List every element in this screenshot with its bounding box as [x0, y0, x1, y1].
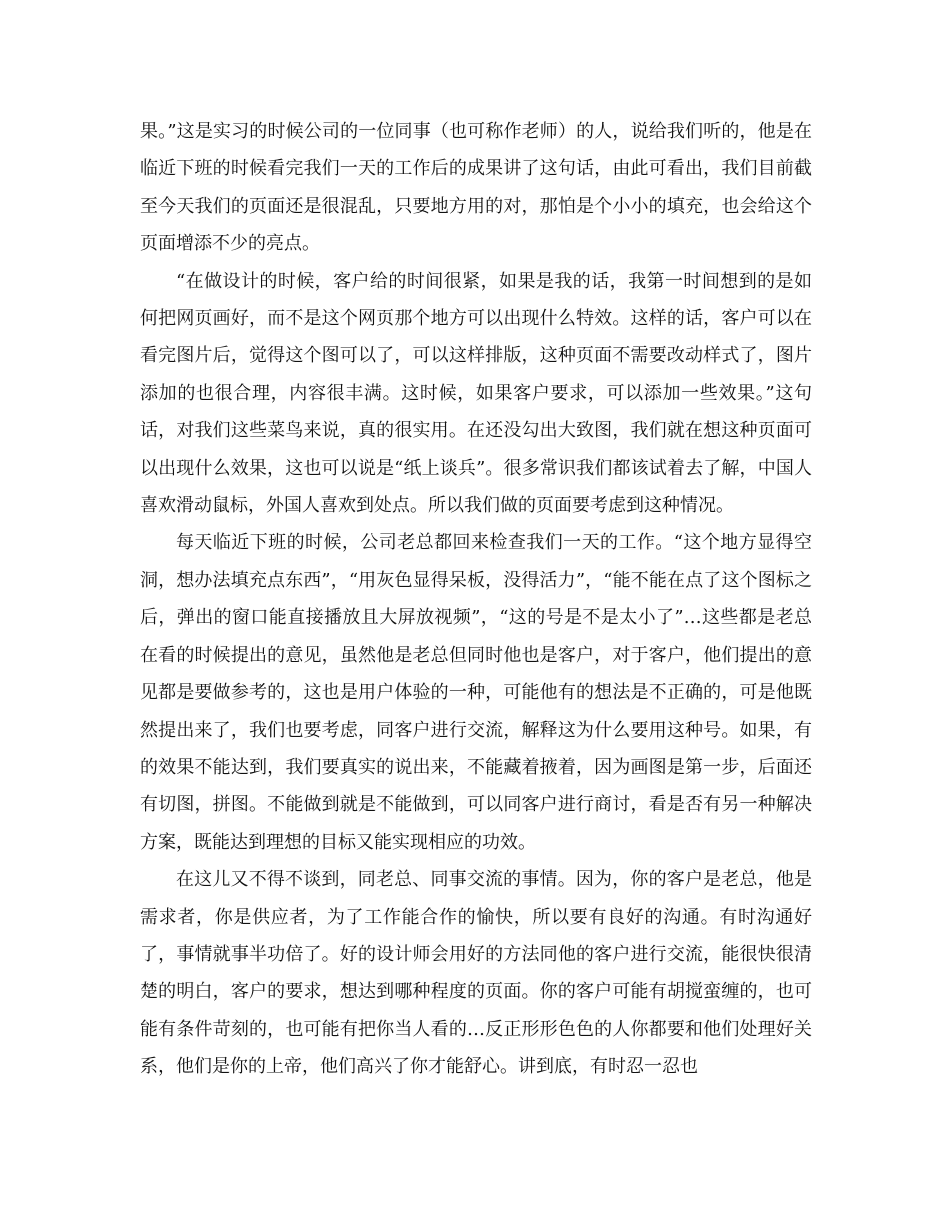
paragraph-2: “在做设计的时候，客户给的时间很紧，如果是我的话，我第一时间想到的是如何把网页画好，而不是这个网页那个地方可以出现什么特效。这样的话，客户可以在看完图片后，觉得这个图可以了，可以这样排版，这种页面不需要改动样式了，图片添加的也很合理，内容很丰满。这时候，如果客户要求，可以添加一些效果。”这句话，对我们这些菜鸟来说，真的很实用。在还没勾出大致图，我们就在想这种页面可以出现什么效果，这也可以说是“纸上谈兵”。很多常识我们都该试着去了解，中国人喜欢滑动鼠标，外国人喜欢到处点。所以我们做的页面要考虑到这种情况。 [140, 270, 812, 517]
document-body [140, 113, 812, 1086]
paragraph-3: 每天临近下班的时候，公司老总都回来检查我们一天的工作。“这个地方显得空洞，想办法填充点东西”，“用灰色显得呆板，没得活力”，“能不能在点了这个图标之后，弹出的窗口能直接播放且大屏放视频”，“这的号是不是太小了”…这些都是老总在看的时候提出的意见，虽然他是老总但同时他也是客户，对于客户，他们提出的意见都是要做参考的，这也是用户体验的一种，可能他有的想法是不正确的，可是他既然提出来了，我们也要考虑，同客户进行交流，解释这为什么要用这种号。如果，有的效果不能达到，我们要真实的说出来，不能藏着掖着，因为画图是第一步，后面还有切图，拼图。不能做到就是不能做到，可以同客户进行商讨，看是否有另一种解决方案，既能达到理想的目标又能实现相应的功效。 [140, 532, 812, 853]
paragraph-1: 果。”这是实习的时候公司的一位同事（也可称作老师）的人，说给我们听的，他是在临近下班的时候看完我们一天的工作后的成果讲了这句话，由此可看出，我们目前截至今天我们的页面还是很混乱，只要地方用的对，那怕是个小小的填充，也会给这个页面增添不少的亮点。 [140, 121, 812, 255]
paragraph-4: 在这儿又不得不谈到，同老总、同事交流的事情。因为，你的客户是老总，他是需求者，你是供应者，为了工作能合作的愉快，所以要有良好的沟通。有时沟通好了，事情就事半功倍了。好的设计师会用好的方法同他的客户进行交流，能很快很清楚的明白，客户的要求，想达到哪种程度的页面。你的客户可能有胡搅蛮缠的，也可能有条件苛刻的，也可能有把你当人看的…反正形形色色的人你都要和他们处理好关系，他们是你的上帝，他们高兴了你才能舒心。讲到底，有时忍一忍也 [140, 869, 812, 1078]
